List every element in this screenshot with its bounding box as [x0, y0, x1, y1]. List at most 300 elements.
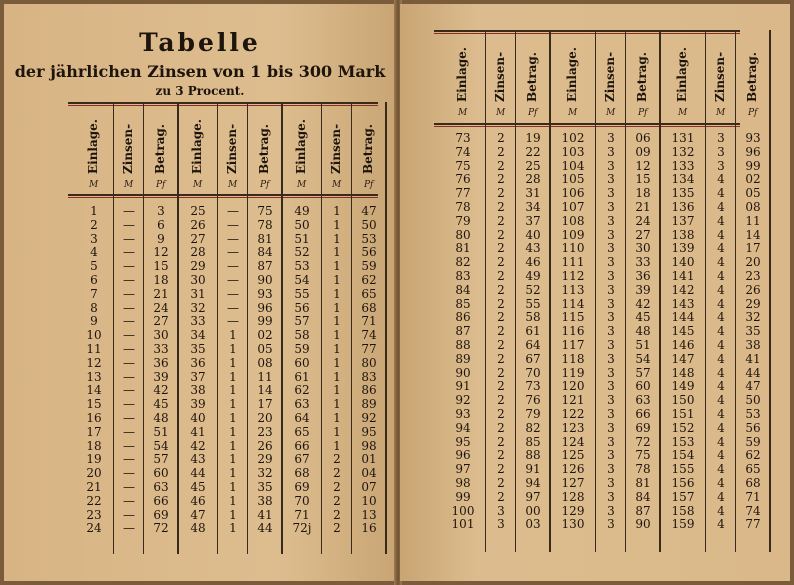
table-cell-zinsen-mark: — — [123, 438, 135, 453]
table-cell-einlage: 105 — [561, 172, 585, 187]
table-cell-betrag-pf: 9 — [157, 231, 165, 246]
table-cell-betrag-pf: 66 — [635, 407, 651, 421]
column-header-betrag-pf: Betrag. — [525, 52, 539, 102]
table-cell-zinsen-mark: 4 — [717, 296, 725, 311]
table-cell-zinsen-mark: 3 — [607, 448, 615, 463]
table-cell-einlage: 150 — [671, 393, 695, 408]
table-cell-betrag-pf: 39 — [153, 369, 169, 384]
table-cell-zinsen-mark: 2 — [497, 158, 505, 173]
table-cell-zinsen-mark: 1 — [333, 300, 341, 315]
table-cell-einlage: 112 — [561, 269, 585, 283]
table-cell-einlage: 2 — [90, 217, 98, 232]
table-cell-zinsen-mark: 3 — [607, 200, 615, 214]
table-cell-einlage: 130 — [561, 517, 585, 532]
column-header-einlage: Einlage. — [86, 119, 100, 174]
table-cell-betrag-pf: 42 — [635, 296, 651, 311]
table-cell-einlage: 156 — [671, 476, 695, 490]
table-cell-zinsen-mark: — — [123, 466, 135, 481]
table-cell-betrag-pf: 78 — [257, 217, 273, 232]
table-cell-zinsen-mark: 3 — [607, 517, 615, 532]
table-cell-betrag-pf: 36 — [153, 355, 169, 370]
table-cell-einlage: 75 — [455, 158, 471, 173]
table-cell-zinsen-mark: 1 — [229, 493, 237, 508]
table-cell-betrag-pf: 75 — [635, 448, 651, 463]
table-cell-betrag-pf: 84 — [635, 489, 651, 504]
table-cell-einlage: 86 — [455, 310, 471, 325]
table-cell-einlage: 60 — [294, 355, 310, 370]
table-cell-betrag-pf: 41 — [257, 507, 273, 522]
table-cell-zinsen-mark: — — [227, 245, 239, 260]
table-cell-betrag-pf: 51 — [635, 338, 651, 352]
column-unit-einlage: M — [193, 180, 203, 190]
table-cell-betrag-pf: 45 — [635, 310, 651, 325]
table-cell-zinsen-mark: 4 — [717, 448, 725, 463]
table-cell-zinsen-mark: 1 — [229, 383, 237, 398]
table-cell-betrag-pf: 71 — [745, 489, 761, 504]
table-cell-zinsen-mark: 4 — [717, 269, 725, 283]
table-cell-betrag-pf: 22 — [525, 144, 541, 159]
table-cell-betrag-pf: 63 — [635, 393, 651, 408]
column-divider — [385, 102, 387, 554]
table-cell-betrag-pf: 56 — [361, 245, 377, 260]
table-cell-zinsen-mark: — — [227, 314, 239, 329]
table-cell-einlage: 155 — [671, 462, 695, 477]
table-cell-einlage: 143 — [671, 296, 695, 311]
table-cell-betrag-pf: 91 — [525, 462, 541, 477]
column-unit-betrag-pf: Pf — [260, 180, 270, 190]
table-cell-zinsen-mark: 2 — [497, 186, 505, 201]
table-cell-einlage: 24 — [86, 521, 102, 536]
table-cell-einlage: 81 — [455, 241, 471, 256]
table-cell-zinsen-mark: 4 — [717, 407, 725, 421]
table-cell-zinsen-mark: 3 — [497, 503, 505, 518]
table-cell-einlage: 118 — [561, 351, 585, 366]
table-cell-zinsen-mark: 3 — [607, 255, 615, 270]
table-cell-zinsen-mark: 4 — [717, 255, 725, 270]
table-cell-betrag-pf: 05 — [257, 342, 273, 356]
table-cell-einlage: 127 — [561, 476, 585, 490]
table-cell-zinsen-mark: 2 — [497, 310, 505, 325]
table-cell-einlage: 146 — [671, 338, 695, 352]
table-cell-einlage: 96 — [455, 448, 471, 463]
table-cell-betrag-pf: 40 — [525, 227, 541, 242]
table-cell-einlage: 151 — [671, 407, 695, 421]
table-cell-zinsen-mark: 2 — [497, 282, 505, 297]
table-cell-zinsen-mark: — — [123, 424, 135, 439]
table-top-rule — [434, 30, 740, 32]
table-cell-zinsen-mark: 3 — [607, 462, 615, 477]
table-cell-einlage: 5 — [90, 259, 98, 274]
column-header-einlage: Einlage. — [565, 47, 579, 102]
table-cell-zinsen-mark: 2 — [497, 269, 505, 283]
table-cell-einlage: 82 — [455, 255, 471, 270]
table-cell-zinsen-mark: 3 — [607, 186, 615, 201]
table-cell-zinsen-mark: — — [123, 204, 135, 218]
table-cell-einlage: 111 — [561, 255, 585, 270]
table-cell-betrag-pf: 90 — [257, 273, 273, 287]
table-cell-einlage: 16 — [86, 411, 102, 425]
column-unit-zinsen-mark: M — [716, 108, 726, 118]
table-cell-einlage: 158 — [671, 503, 695, 518]
table-cell-einlage: 139 — [671, 241, 695, 256]
table-cell-zinsen-mark: 3 — [607, 393, 615, 408]
table-cell-betrag-pf: 52 — [525, 282, 541, 297]
table-cell-einlage: 43 — [190, 452, 206, 467]
table-cell-einlage: 116 — [561, 324, 585, 339]
table-cell-einlage: 44 — [190, 466, 206, 481]
table-cell-zinsen-mark: — — [227, 273, 239, 287]
table-cell-einlage: 120 — [561, 379, 585, 394]
table-cell-einlage: 88 — [455, 338, 471, 352]
table-cell-einlage: 77 — [455, 186, 471, 201]
table-cell-zinsen-mark: — — [123, 383, 135, 398]
table-cell-betrag-pf: 69 — [635, 420, 651, 435]
table-cell-zinsen-mark: 3 — [717, 131, 725, 145]
table-cell-einlage: 8 — [90, 300, 98, 315]
table-header-rule-red — [68, 197, 378, 198]
table-cell-betrag-pf: 23 — [257, 424, 273, 439]
table-cell-betrag-pf: 99 — [257, 314, 273, 329]
table-cell-zinsen-mark: 3 — [607, 407, 615, 421]
table-cell-betrag-pf: 38 — [257, 493, 273, 508]
table-cell-betrag-pf: 50 — [745, 393, 761, 408]
table-cell-zinsen-mark: 3 — [607, 351, 615, 366]
column-unit-zinsen-mark: M — [606, 108, 616, 118]
column-header-betrag-pf: Betrag. — [635, 52, 649, 102]
table-cell-zinsen-mark: — — [123, 480, 135, 494]
table-cell-betrag-pf: 14 — [257, 383, 273, 398]
table-cell-zinsen-mark: 3 — [607, 503, 615, 518]
table-cell-einlage: 83 — [455, 269, 471, 283]
table-cell-betrag-pf: 54 — [153, 438, 169, 453]
table-cell-betrag-pf: 19 — [525, 131, 541, 145]
table-cell-einlage: 113 — [561, 282, 585, 297]
table-cell-einlage: 84 — [455, 282, 471, 297]
table-cell-zinsen-mark: 4 — [717, 489, 725, 504]
table-cell-einlage: 90 — [455, 365, 471, 380]
column-header-einlage: Einlage. — [190, 119, 204, 174]
table-cell-einlage: 145 — [671, 324, 695, 339]
table-cell-einlage: 27 — [190, 231, 206, 246]
table-cell-zinsen-mark: 2 — [333, 452, 341, 467]
table-cell-zinsen-mark: 2 — [497, 131, 505, 145]
table-cell-betrag-pf: 95 — [361, 424, 377, 439]
table-cell-betrag-pf: 79 — [525, 407, 541, 421]
table-cell-betrag-pf: 33 — [153, 342, 169, 356]
table-cell-einlage: 154 — [671, 448, 695, 463]
table-cell-einlage: 1 — [90, 204, 98, 218]
table-cell-zinsen-mark: 4 — [717, 476, 725, 490]
table-cell-betrag-pf: 30 — [635, 241, 651, 256]
table-cell-zinsen-mark: 4 — [717, 462, 725, 477]
table-cell-zinsen-mark: 3 — [607, 227, 615, 242]
table-cell-zinsen-mark: 3 — [607, 420, 615, 435]
table-cell-einlage: 135 — [671, 186, 695, 201]
table-cell-einlage: 65 — [294, 424, 310, 439]
table-cell-betrag-pf: 81 — [257, 231, 273, 246]
table-cell-einlage: 89 — [455, 351, 471, 366]
table-cell-einlage: 144 — [671, 310, 695, 325]
table-cell-betrag-pf: 3 — [157, 204, 165, 218]
table-cell-betrag-pf: 83 — [361, 369, 377, 384]
table-cell-einlage: 68 — [294, 466, 310, 481]
table-cell-betrag-pf: 78 — [635, 462, 651, 477]
column-header-einlage: Einlage. — [455, 47, 469, 102]
table-cell-betrag-pf: 86 — [361, 383, 377, 398]
table-cell-einlage: 152 — [671, 420, 695, 435]
column-header-betrag-pf: Betrag. — [153, 124, 167, 174]
table-cell-zinsen-mark: — — [123, 259, 135, 274]
table-cell-zinsen-mark: 2 — [333, 521, 341, 536]
table-cell-betrag-pf: 54 — [635, 351, 651, 366]
table-cell-zinsen-mark: 3 — [607, 489, 615, 504]
table-cell-zinsen-mark: 1 — [333, 204, 341, 218]
table-cell-einlage: 33 — [190, 314, 206, 329]
table-header-rule — [434, 123, 740, 125]
table-cell-zinsen-mark: 1 — [333, 245, 341, 260]
table-cell-betrag-pf: 26 — [745, 282, 761, 297]
table-cell-betrag-pf: 25 — [525, 158, 541, 173]
table-cell-einlage: 131 — [671, 131, 695, 145]
table-cell-zinsen-mark: 1 — [229, 397, 237, 412]
column-unit-betrag-pf: Pf — [638, 108, 648, 118]
table-cell-betrag-pf: 02 — [257, 328, 273, 343]
table-cell-betrag-pf: 08 — [257, 355, 273, 370]
table-cell-einlage: 70 — [294, 493, 310, 508]
table-cell-zinsen-mark: 1 — [229, 466, 237, 481]
table-cell-zinsen-mark: 1 — [333, 231, 341, 246]
table-cell-einlage: 41 — [190, 424, 206, 439]
table-cell-betrag-pf: 88 — [525, 448, 541, 463]
table-cell-zinsen-mark: 1 — [333, 369, 341, 384]
table-cell-betrag-pf: 01 — [361, 452, 377, 467]
table-cell-betrag-pf: 44 — [257, 521, 273, 536]
table-cell-einlage: 142 — [671, 282, 695, 297]
table-cell-betrag-pf: 06 — [635, 131, 651, 145]
column-unit-zinsen-mark: M — [228, 180, 238, 190]
table-cell-einlage: 117 — [561, 338, 585, 352]
table-cell-betrag-pf: 68 — [745, 476, 761, 490]
table-top-rule — [68, 102, 378, 104]
table-cell-zinsen-mark: 2 — [497, 462, 505, 477]
table-cell-zinsen-mark: 2 — [497, 144, 505, 159]
table-cell-einlage: 137 — [671, 213, 695, 228]
table-cell-zinsen-mark: 4 — [717, 200, 725, 214]
table-cell-zinsen-mark: — — [123, 452, 135, 467]
table-cell-betrag-pf: 21 — [153, 286, 169, 301]
table-cell-zinsen-mark: 3 — [497, 517, 505, 532]
table-cell-einlage: 42 — [190, 438, 206, 453]
table-cell-einlage: 11 — [86, 342, 102, 356]
left-page — [4, 4, 396, 581]
table-cell-betrag-pf: 28 — [525, 172, 541, 187]
table-cell-zinsen-mark: 1 — [229, 411, 237, 425]
table-cell-betrag-pf: 12 — [153, 245, 169, 260]
table-cell-einlage: 104 — [561, 158, 585, 173]
table-cell-betrag-pf: 99 — [745, 158, 761, 173]
table-cell-betrag-pf: 05 — [745, 186, 761, 201]
table-cell-betrag-pf: 38 — [745, 338, 761, 352]
table-cell-zinsen-mark: — — [123, 286, 135, 301]
table-cell-einlage: 103 — [561, 144, 585, 159]
table-cell-zinsen-mark: 4 — [717, 282, 725, 297]
table-cell-betrag-pf: 17 — [745, 241, 761, 256]
table-cell-zinsen-mark: — — [123, 217, 135, 232]
table-cell-zinsen-mark: 3 — [607, 241, 615, 256]
right-page — [400, 4, 790, 581]
table-cell-betrag-pf: 71 — [361, 314, 377, 329]
table-cell-einlage: 94 — [455, 420, 471, 435]
table-cell-betrag-pf: 48 — [153, 411, 169, 425]
table-cell-betrag-pf: 68 — [361, 300, 377, 315]
table-cell-zinsen-mark: 3 — [607, 158, 615, 173]
table-cell-betrag-pf: 57 — [153, 452, 169, 467]
table-cell-zinsen-mark: 3 — [607, 379, 615, 394]
table-cell-betrag-pf: 92 — [361, 411, 377, 425]
table-cell-zinsen-mark: 2 — [497, 241, 505, 256]
table-cell-einlage: 73 — [455, 131, 471, 145]
table-cell-zinsen-mark: — — [227, 259, 239, 274]
table-cell-betrag-pf: 55 — [525, 296, 541, 311]
column-unit-betrag-pf: Pf — [748, 108, 758, 118]
table-cell-betrag-pf: 30 — [153, 328, 169, 343]
table-cell-betrag-pf: 98 — [361, 438, 377, 453]
table-cell-einlage: 78 — [455, 200, 471, 214]
table-cell-einlage: 37 — [190, 369, 206, 384]
table-cell-betrag-pf: 32 — [257, 466, 273, 481]
table-cell-zinsen-mark: 4 — [717, 172, 725, 187]
table-cell-einlage: 58 — [294, 328, 310, 343]
table-cell-zinsen-mark: 1 — [333, 397, 341, 412]
table-cell-einlage: 72j — [292, 521, 312, 536]
table-cell-einlage: 129 — [561, 503, 585, 518]
table-cell-betrag-pf: 76 — [525, 393, 541, 408]
table-cell-zinsen-mark: 1 — [333, 314, 341, 329]
table-cell-einlage: 121 — [561, 393, 585, 408]
table-cell-betrag-pf: 72 — [153, 521, 169, 536]
table-cell-einlage: 54 — [294, 273, 310, 287]
table-cell-betrag-pf: 90 — [635, 517, 651, 532]
table-cell-betrag-pf: 85 — [525, 434, 541, 449]
table-top-rule-red — [68, 105, 378, 106]
table-cell-zinsen-mark: 4 — [717, 310, 725, 325]
table-cell-zinsen-mark: 3 — [607, 282, 615, 297]
table-cell-zinsen-mark: 4 — [717, 379, 725, 394]
table-cell-betrag-pf: 35 — [745, 324, 761, 339]
table-cell-einlage: 51 — [294, 231, 310, 246]
table-header-rule-red — [434, 126, 740, 127]
table-cell-betrag-pf: 03 — [525, 517, 541, 532]
table-cell-einlage: 13 — [86, 369, 102, 384]
table-cell-einlage: 18 — [86, 438, 102, 453]
table-cell-einlage: 22 — [86, 493, 102, 508]
table-cell-einlage: 71 — [294, 507, 310, 522]
table-cell-einlage: 36 — [190, 355, 206, 370]
column-divider — [769, 30, 771, 552]
table-cell-betrag-pf: 31 — [525, 186, 541, 201]
table-cell-einlage: 126 — [561, 462, 585, 477]
table-cell-einlage: 35 — [190, 342, 206, 356]
table-cell-zinsen-mark: 2 — [497, 338, 505, 352]
table-cell-zinsen-mark: 4 — [717, 393, 725, 408]
table-cell-betrag-pf: 45 — [153, 397, 169, 412]
table-cell-einlage: 12 — [86, 355, 102, 370]
table-cell-betrag-pf: 6 — [157, 217, 165, 232]
table-cell-zinsen-mark: 4 — [717, 213, 725, 228]
table-cell-einlage: 57 — [294, 314, 310, 329]
table-cell-betrag-pf: 36 — [635, 269, 651, 283]
table-cell-zinsen-mark: — — [227, 204, 239, 218]
table-cell-betrag-pf: 56 — [745, 420, 761, 435]
table-cell-betrag-pf: 50 — [361, 217, 377, 232]
table-cell-einlage: 14 — [86, 383, 102, 398]
table-cell-zinsen-mark: 2 — [497, 434, 505, 449]
table-cell-zinsen-mark: — — [123, 328, 135, 343]
table-cell-einlage: 100 — [451, 503, 475, 518]
table-cell-einlage: 21 — [86, 480, 102, 494]
table-cell-zinsen-mark: 2 — [497, 379, 505, 394]
table-cell-einlage: 63 — [294, 397, 310, 412]
table-cell-betrag-pf: 00 — [525, 503, 541, 518]
table-cell-zinsen-mark: 3 — [607, 296, 615, 311]
table-cell-einlage: 98 — [455, 476, 471, 490]
table-cell-einlage: 19 — [86, 452, 102, 467]
table-cell-zinsen-mark: 1 — [229, 369, 237, 384]
table-cell-einlage: 66 — [294, 438, 310, 453]
table-cell-betrag-pf: 74 — [745, 503, 761, 518]
table-cell-betrag-pf: 87 — [635, 503, 651, 518]
table-cell-einlage: 153 — [671, 434, 695, 449]
table-cell-einlage: 61 — [294, 369, 310, 384]
table-cell-zinsen-mark: 1 — [333, 286, 341, 301]
column-unit-einlage: M — [568, 108, 578, 118]
table-cell-einlage: 74 — [455, 144, 471, 159]
table-cell-zinsen-mark: 4 — [717, 186, 725, 201]
table-cell-betrag-pf: 53 — [745, 407, 761, 421]
table-cell-betrag-pf: 67 — [525, 351, 541, 366]
table-cell-einlage: 69 — [294, 480, 310, 494]
table-cell-zinsen-mark: — — [123, 521, 135, 536]
table-cell-einlage: 76 — [455, 172, 471, 187]
table-cell-zinsen-mark: 1 — [229, 480, 237, 494]
table-cell-einlage: 30 — [190, 273, 206, 287]
table-cell-einlage: 50 — [294, 217, 310, 232]
table-cell-zinsen-mark: — — [123, 355, 135, 370]
table-cell-betrag-pf: 11 — [745, 213, 761, 228]
table-cell-zinsen-mark: 4 — [717, 351, 725, 366]
column-unit-betrag-pf: Pf — [364, 180, 374, 190]
table-cell-betrag-pf: 77 — [745, 517, 761, 532]
table-cell-einlage: 23 — [86, 507, 102, 522]
page-subtitle: der jährlichen Zinsen von 1 bis 300 Mark — [14, 62, 386, 81]
table-cell-betrag-pf: 08 — [745, 200, 761, 214]
table-cell-betrag-pf: 15 — [153, 259, 169, 274]
table-cell-zinsen-mark: — — [227, 231, 239, 246]
table-cell-einlage: 4 — [90, 245, 98, 260]
table-header-rule — [68, 194, 378, 196]
table-cell-betrag-pf: 62 — [361, 273, 377, 287]
column-unit-zinsen-mark: M — [332, 180, 342, 190]
table-cell-einlage: 67 — [294, 452, 310, 467]
table-cell-zinsen-mark: 3 — [607, 269, 615, 283]
table-cell-betrag-pf: 21 — [635, 200, 651, 214]
table-cell-betrag-pf: 37 — [525, 213, 541, 228]
table-cell-zinsen-mark: 3 — [717, 144, 725, 159]
table-cell-einlage: 55 — [294, 286, 310, 301]
table-cell-betrag-pf: 60 — [153, 466, 169, 481]
table-cell-zinsen-mark: — — [123, 245, 135, 260]
table-cell-einlage: 64 — [294, 411, 310, 425]
